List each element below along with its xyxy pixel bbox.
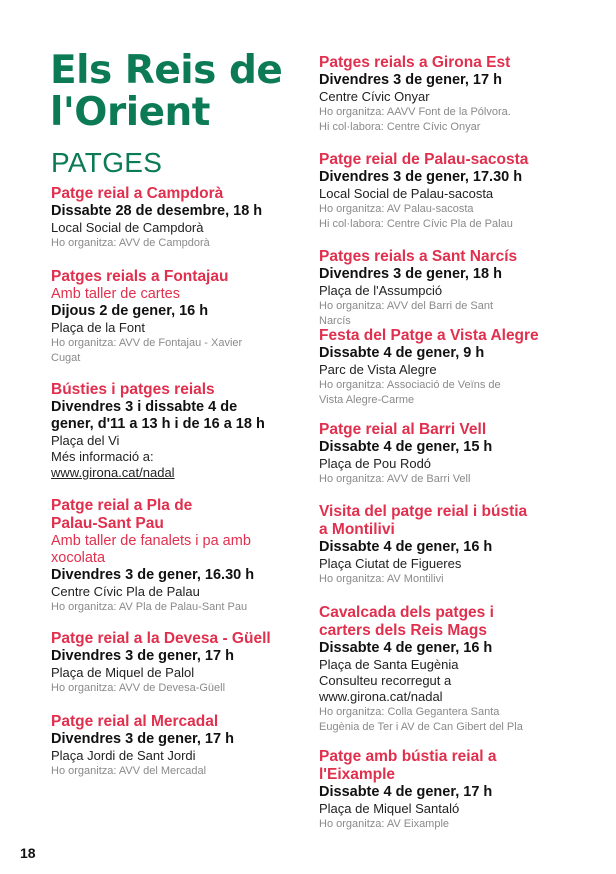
event-pla-de-palau [51,497,306,615]
event-organizer: Cugat [51,352,81,364]
event-place: Centre Cívic Pla de Palau [51,584,200,599]
event-organizer: Hi col·labora: Centre Cívic Onyar [319,121,481,133]
event-title: Bústies i patges reials [51,381,215,398]
event-date: Divendres 3 de gener, 17 h [51,731,234,747]
event-place: Plaça de Santa Eugènia [319,657,459,672]
event-place: Plaça de Miquel Santaló [319,801,460,816]
event-girona-est [319,54,609,135]
event-place: Plaça de Miquel de Palol [51,665,195,680]
event-date: Dissabte 4 de gener, 17 h [319,784,493,800]
event-organizer: Narcís [319,315,351,327]
event-title: Patges reials a Girona Est [319,54,511,71]
event-busties [51,381,306,481]
event-date: Dissabte 4 de gener, 9 h [319,345,485,361]
page-title [50,50,282,134]
event-title: Patge reial de Palau-sacosta [319,151,529,168]
event-organizer: Ho organitza: AAVV Font de la Pólvora. [319,106,511,118]
event-date: Divendres 3 de gener, 16.30 h [51,567,255,583]
event-date: Dissabte 4 de gener, 15 h [319,439,493,455]
event-title: Festa del Patge a Vista Alegre [319,327,539,344]
event-info: Consulteu recorregut a [319,673,452,688]
event-place: Plaça de Pou Rodó [319,456,432,471]
event-link[interactable]: www.girona.cat/nadal [51,465,175,480]
event-subtitle: Amb taller de cartes [51,286,180,302]
event-title: Patge reial a Campdorà [51,185,224,202]
event-organizer: Ho organitza: AVV de Devesa-Güell [51,682,226,694]
event-date: Dijous 2 de gener, 16 h [51,303,209,319]
event-title: Patge reial a Pla de [51,497,193,514]
event-title: Visita del patge reial i bústia [319,503,528,520]
event-date: Dissabte 4 de gener, 16 h [319,640,493,656]
event-place: Plaça Jordi de Sant Jordi [51,748,196,763]
event-title: Patge amb bústia reial a [319,748,497,765]
event-organizer: Ho organitza: AVV de Campdorà [51,237,210,249]
event-campdora [51,185,306,251]
page-number: 18 [20,845,36,861]
event-title: Patge reial al Mercadal [51,713,219,730]
event-place: Plaça Ciutat de Figueres [319,556,462,571]
event-link[interactable]: www.girona.cat/nadal [319,689,443,704]
event-vista-alegre [319,327,609,408]
event-place: Parc de Vista Alegre [319,362,437,377]
event-organizer: Ho organitza: AVV de Barri Vell [319,473,471,485]
event-organizer: Ho organitza: AVV del Barri de Sant [319,300,494,312]
section-heading: PATGES [51,147,163,178]
event-cavalcada [319,604,609,735]
event-title: Cavalcada dels patges i [319,604,494,621]
event-organizer: Ho organitza: AV Montilivi [319,573,444,585]
event-title: Patge reial a la Devesa - Güell [51,630,271,647]
event-sant-narcis [319,248,609,329]
event-subtitle: Amb taller de fanalets i pa amb [51,533,251,549]
event-barri-vell [319,421,609,487]
event-title: a Montilivi [319,521,395,538]
event-title: carters dels Reis Mags [319,622,488,639]
event-date: Divendres 3 de gener, 17 h [51,648,234,664]
event-place: Local Social de Campdorà [51,220,204,235]
event-organizer: Ho organitza: AVV de Fontajau - Xavier [51,337,243,349]
event-info: Més informació a: [51,449,154,464]
event-date: Dissabte 28 de desembre, 18 h [51,203,263,219]
page-title-line: Els Reis de [50,48,283,93]
event-montilivi [319,503,609,587]
event-organizer: Ho organitza: AVV del Mercadal [51,765,207,777]
event-organizer: Ho organitza: AV Pla de Palau-Sant Pau [51,601,248,613]
event-devesa [51,630,306,696]
event-mercadal [51,713,306,779]
event-date: gener, d'11 a 13 h i de 16 a 18 h [51,416,265,432]
event-title: Palau-Sant Pau [51,515,164,532]
event-title: Patges reials a Fontajau [51,268,229,285]
event-date: Divendres 3 i dissabte 4 de [51,399,238,415]
event-organizer: Eugènia de Ter i AV de Can Gibert del Pla [319,721,523,733]
event-place: Plaça de l'Assumpció [319,283,443,298]
event-place: Local Social de Palau-sacosta [319,186,494,201]
event-date: Divendres 3 de gener, 17 h [319,72,502,88]
event-organizer: Vista Alegre-Carme [319,394,415,406]
page-title-line: l'Orient [50,90,210,135]
event-title: Patges reials a Sant Narcís [319,248,518,265]
event-fontajau [51,268,306,366]
event-place: Plaça de la Font [51,320,145,335]
event-date: Dissabte 4 de gener, 16 h [319,539,493,555]
event-place: Plaça del Vi [51,433,120,448]
event-title: Patge reial al Barri Vell [319,421,487,438]
event-eixample [319,748,609,832]
event-date: Divendres 3 de gener, 17.30 h [319,169,523,185]
event-palau-sacosta [319,151,609,232]
event-date: Divendres 3 de gener, 18 h [319,266,502,282]
event-title: l'Eixample [319,766,396,783]
event-organizer: Ho organitza: Colla Gegantera Santa [319,706,500,718]
event-organizer: Ho organitza: AV Palau-sacosta [319,203,474,215]
event-organizer: Ho organitza: AV Eixample [319,818,450,830]
event-organizer: Ho organitza: Associació de Veïns de [319,379,501,391]
event-subtitle: xocolata [51,550,106,566]
event-place: Centre Cívic Onyar [319,89,430,104]
event-organizer: Hi col·labora: Centre Cívic Pla de Palau [319,218,513,230]
